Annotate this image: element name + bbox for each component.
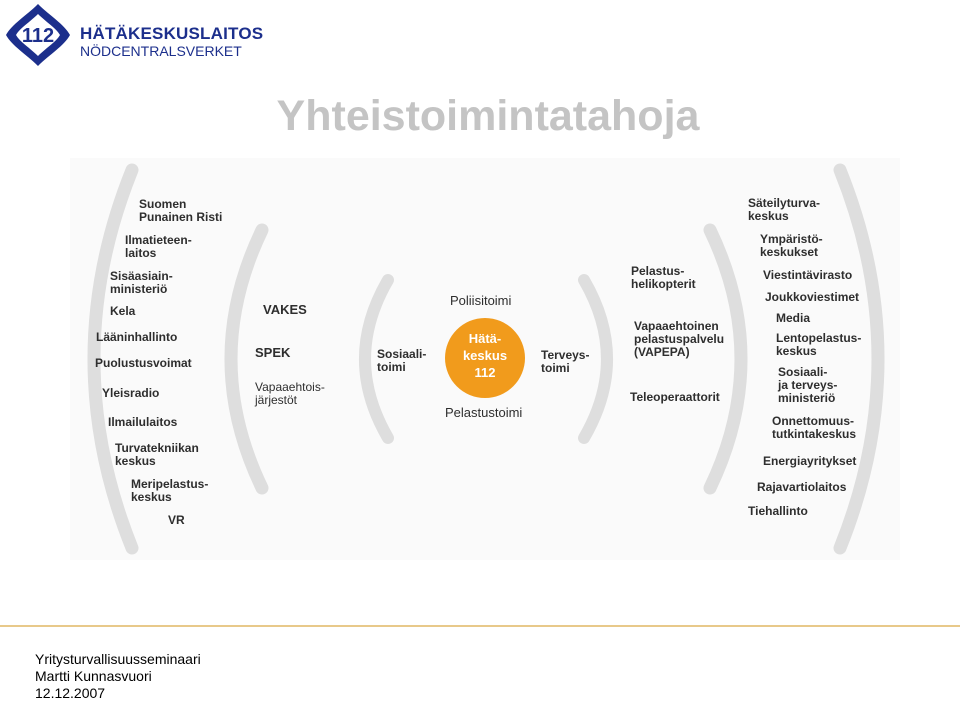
outer-left-item: Kela <box>110 304 136 318</box>
footer-divider <box>0 625 960 627</box>
outer-left-item: Ilmailulaitos <box>108 415 178 429</box>
outer-right-item: Energiayritykset <box>763 454 857 468</box>
outer-right-item: Lentopelastus- keskus <box>776 331 862 358</box>
middle-left-item: VAKES <box>263 302 307 317</box>
middle-right-arc <box>710 230 741 488</box>
footer-date: 12.12.2007 <box>35 685 106 701</box>
inner-left-label: Sosiaali- toimi <box>377 347 427 374</box>
outer-left-item: Puolustusvoimat <box>95 356 192 370</box>
footer-author: Martti Kunnasvuori <box>35 668 152 684</box>
outer-right-item: Rajavartiolaitos <box>757 480 847 494</box>
outer-right-item: Tiehallinto <box>748 504 808 518</box>
inner-bottom-label: Pelastustoimi <box>445 405 523 420</box>
outer-left-item: Turvatekniikan keskus <box>115 441 199 468</box>
logo-name-finnish: HÄTÄKESKUSLAITOS <box>80 24 264 43</box>
middle-right-item: Pelastus- helikopterit <box>631 264 696 291</box>
center-label: Hätä- keskus 112 <box>462 331 508 380</box>
page-title: Yhteistoimintatahoja <box>276 92 700 140</box>
hatakeskuslaitos-logo <box>4 2 264 68</box>
outer-right-item: Säteilyturva- keskus <box>748 196 821 223</box>
outer-right-item: Viestintävirasto <box>763 268 853 282</box>
inner-right-label: Terveys- toimi <box>541 348 590 375</box>
middle-right-item: Teleoperaattorit <box>630 390 720 404</box>
logo-name-swedish: NÖDCENTRALSVERKET <box>80 43 242 59</box>
outer-right-item: Media <box>776 311 811 325</box>
outer-right-item: Onnettomuus- tutkintakeskus <box>772 414 857 441</box>
outer-left-item: Suomen Punainen Risti <box>139 197 223 224</box>
logo-112-emblem-icon <box>4 2 76 68</box>
outer-right-item: Ympäristö- keskukset <box>760 232 823 259</box>
footer-event: Yritysturvallisuusseminaari <box>35 651 201 667</box>
middle-right-item: Vapaaehtoinen pelastuspalvelu (VAPEPA) <box>634 319 725 359</box>
outer-left-item: Meripelastus- keskus <box>131 477 209 504</box>
outer-right-item: Sosiaali- ja terveys- ministeriö <box>778 365 838 405</box>
outer-left-item: Lääninhallinto <box>96 330 178 344</box>
middle-left-item: SPEK <box>255 345 291 360</box>
outer-left-item: Yleisradio <box>102 386 160 400</box>
outer-left-item: Sisäasiain- ministeriö <box>110 269 173 296</box>
inner-top-label: Poliisitoimi <box>450 293 512 308</box>
outer-right-item: Joukkoviestimet <box>765 290 860 304</box>
logo-number: 112 <box>21 25 55 47</box>
outer-left-item: VR <box>168 513 185 527</box>
middle-left-item: Vapaaehtois- järjestöt <box>255 380 325 407</box>
outer-left-item: Ilmatieteen- laitos <box>125 233 192 260</box>
